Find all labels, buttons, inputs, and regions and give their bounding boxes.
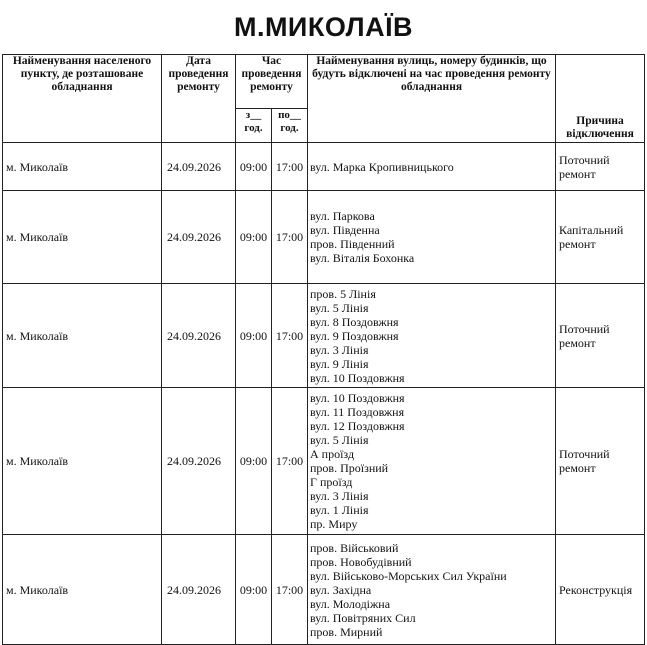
- street-name: вул. 3 Лінія: [310, 489, 369, 503]
- location-cell: м. Миколаїв: [3, 388, 162, 535]
- street-name: вул. 8 Поздовжня: [310, 314, 399, 329]
- street-name: вул. 5 Лінія: [310, 300, 369, 315]
- location-cell: м. Миколаїв: [3, 535, 162, 645]
- streets-cell: [308, 535, 556, 645]
- street-name: вул. 11 Поздовжня: [310, 405, 405, 419]
- street-name: пр. Миру: [310, 517, 358, 531]
- date-cell: 24.09.2026: [162, 535, 236, 645]
- street-name: пров. Південний: [310, 237, 395, 251]
- time-to-cell: 17:00: [272, 388, 308, 535]
- time-to-cell: 17:00: [272, 535, 308, 645]
- location-cell: м. Миколаїв: [3, 284, 162, 388]
- street-name: Г проїзд: [310, 475, 353, 489]
- outage-schedule-table: [2, 54, 645, 645]
- time-from-cell: 09:00: [236, 535, 272, 645]
- street-name: вул. Західна: [310, 582, 372, 597]
- location-cell: м. Миколаїв: [3, 143, 162, 191]
- table-row: [3, 284, 645, 388]
- document-title: М.МИКОЛАЇВ: [233, 12, 414, 42]
- header-time: Час проведення ремонту: [236, 55, 308, 109]
- table-row: [3, 388, 645, 535]
- reason-cell: Реконструкція: [556, 535, 645, 645]
- header-location: Найменування населеного пункту, де розташоване обладнання: [3, 55, 162, 143]
- street-name: вул. 5 Лінія: [310, 433, 369, 447]
- header-reason: Причина відключення: [556, 109, 645, 143]
- street-name: А проїзд: [310, 447, 355, 461]
- reason-cell: Капітальний ремонт: [556, 191, 645, 284]
- time-from-cell: 09:00: [236, 191, 272, 284]
- streets-cell: [308, 284, 556, 388]
- street-name: вул. Паркова: [310, 209, 375, 223]
- table-body: [3, 143, 645, 645]
- time-to-cell: 17:00: [272, 143, 308, 191]
- reason-cell: Поточний ремонт: [556, 388, 645, 535]
- street-name: вул. 9 Лінія: [310, 356, 369, 371]
- table-row: [3, 191, 645, 284]
- date-cell: 24.09.2026: [162, 284, 236, 388]
- street-name: вул. 12 Поздовжня: [310, 419, 405, 433]
- street-name: вул. Повітряних Сил: [310, 610, 416, 625]
- table-header: [3, 55, 645, 143]
- street-name: вул. 10 Поздовжня: [310, 370, 405, 385]
- street-name: пров. 5 Лінія: [310, 286, 376, 301]
- street-name: вул. 1 Лінія: [310, 503, 369, 517]
- header-time-from: з__ год.: [236, 109, 272, 143]
- street-name: вул. Військово-Морських Сил України: [310, 568, 507, 583]
- street-name: пров. Військовий: [310, 540, 399, 555]
- date-cell: 24.09.2026: [162, 388, 236, 535]
- time-to-cell: 17:00: [272, 284, 308, 388]
- streets-cell: [308, 191, 556, 284]
- reason-cell: Поточний ремонт: [556, 143, 645, 191]
- location-cell: м. Миколаїв: [3, 191, 162, 284]
- time-to-cell: 17:00: [272, 191, 308, 284]
- street-name: пров. Новобудівний: [310, 554, 412, 569]
- street-name: вул. Марка Кропивницького: [310, 159, 454, 174]
- street-name: пров. Мирний: [310, 624, 383, 639]
- header-date: Дата проведення ремонту: [162, 55, 236, 143]
- date-cell: 24.09.2026: [162, 191, 236, 284]
- header-time-to: по__ год.: [272, 109, 308, 143]
- reason-cell: Поточний ремонт: [556, 284, 645, 388]
- time-from-cell: 09:00: [236, 143, 272, 191]
- table-row: [3, 535, 645, 645]
- street-name: пров. Проїзний: [310, 461, 389, 475]
- street-name: вул. Південна: [310, 223, 380, 237]
- street-name: вул. Молодіжна: [310, 596, 391, 611]
- street-name: вул. 9 Поздовжня: [310, 328, 399, 343]
- time-from-cell: 09:00: [236, 388, 272, 535]
- street-name: вул. 10 Поздовжня: [310, 391, 405, 405]
- table-row: [3, 143, 645, 191]
- streets-cell: [308, 143, 556, 191]
- date-cell: 24.09.2026: [162, 143, 236, 191]
- header-streets: Найменування вулиць, номеру будинків, що будуть відключені на час проведення ремонту обладнання: [308, 55, 556, 143]
- time-from-cell: 09:00: [236, 284, 272, 388]
- streets-cell: [308, 388, 556, 535]
- street-name: вул. Віталія Бохонка: [310, 251, 415, 265]
- header-reason-spacer: [556, 55, 645, 109]
- street-name: вул. 3 Лінія: [310, 342, 369, 357]
